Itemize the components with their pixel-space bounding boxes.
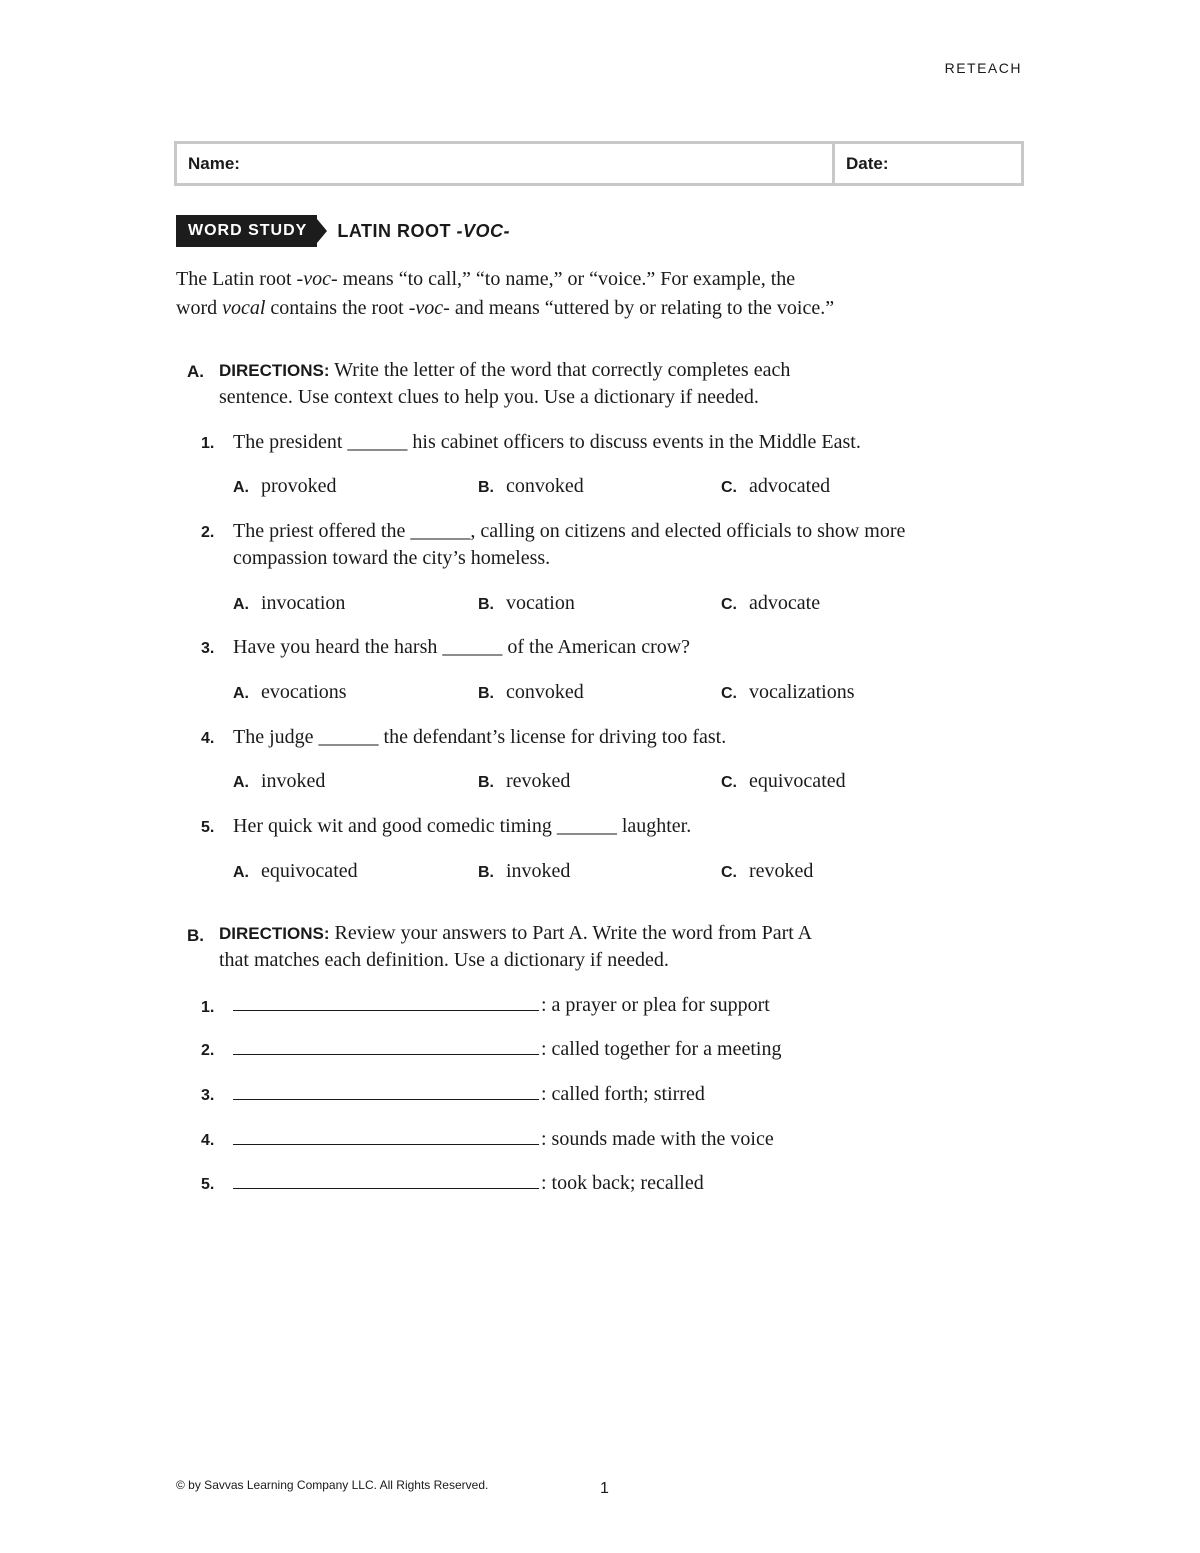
option-text: convoked bbox=[506, 475, 584, 497]
question-number: 2. bbox=[201, 524, 215, 541]
question-number: 5. bbox=[201, 819, 215, 836]
option-c[interactable] bbox=[721, 475, 830, 498]
option-a[interactable] bbox=[233, 475, 337, 498]
option-text: invoked bbox=[506, 860, 571, 882]
option-a[interactable] bbox=[233, 860, 358, 883]
copyright-notice: © by Savvas Learning Company LLC. All Rights Reserved. bbox=[176, 1478, 489, 1492]
definition-text: : a prayer or plea for support bbox=[541, 994, 770, 1016]
intro-text: word bbox=[176, 297, 223, 319]
part-b-directions-line-2: that matches each definition. Use a dictionary if needed. bbox=[219, 949, 669, 971]
intro-example-word: vocal bbox=[222, 297, 266, 319]
definition-number: 4. bbox=[201, 1132, 215, 1149]
definition-row bbox=[233, 1083, 705, 1106]
option-text: equivocated bbox=[261, 860, 358, 882]
option-letter: C. bbox=[721, 685, 737, 702]
page-number: 1 bbox=[600, 1480, 609, 1497]
question-number: 1. bbox=[201, 435, 215, 452]
intro-text: means “to call,” “to name,” or “voice.” For example, the bbox=[337, 268, 796, 290]
option-b[interactable] bbox=[478, 681, 584, 704]
option-c[interactable] bbox=[721, 860, 813, 883]
option-text: vocalizations bbox=[749, 681, 855, 703]
lesson-heading bbox=[337, 221, 510, 242]
option-a[interactable] bbox=[233, 681, 347, 704]
definition-number: 5. bbox=[201, 1176, 215, 1193]
question-number: 3. bbox=[201, 640, 215, 657]
option-letter: A. bbox=[233, 596, 249, 613]
option-b[interactable] bbox=[478, 770, 570, 793]
question-number: 4. bbox=[201, 730, 215, 747]
option-letter: B. bbox=[478, 596, 494, 613]
definition-number: 2. bbox=[201, 1042, 215, 1059]
intro-line-1 bbox=[176, 268, 795, 291]
definition-text: : called forth; stirred bbox=[541, 1083, 705, 1105]
option-text: provoked bbox=[261, 475, 337, 497]
option-c[interactable] bbox=[721, 681, 855, 704]
option-text: advocate bbox=[749, 592, 821, 614]
answer-blank[interactable] bbox=[233, 994, 539, 1011]
heading-prefix: LATIN ROOT bbox=[337, 220, 457, 241]
directions-label: DIRECTIONS: bbox=[219, 924, 330, 943]
definition-text: : took back; recalled bbox=[541, 1172, 704, 1194]
option-letter: A. bbox=[233, 479, 249, 496]
question-text: The judge ______ the defendant’s license for driving too fast. bbox=[233, 726, 727, 748]
definition-text: : called together for a meeting bbox=[541, 1038, 782, 1060]
word-study-badge: WORD STUDY bbox=[176, 215, 317, 247]
definition-number: 3. bbox=[201, 1087, 215, 1104]
question-text: The president ______ his cabinet officers to discuss events in the Middle East. bbox=[233, 431, 861, 453]
directions-text: Review your answers to Part A. Write the word from Part A bbox=[329, 922, 813, 944]
intro-line-2 bbox=[176, 297, 834, 320]
option-letter: C. bbox=[721, 596, 737, 613]
section-banner bbox=[176, 215, 510, 247]
intro-root: -voc- bbox=[408, 297, 450, 319]
option-letter: B. bbox=[478, 479, 494, 496]
reteach-label: RETEACH bbox=[944, 60, 1022, 76]
definition-row bbox=[233, 1128, 774, 1151]
option-c[interactable] bbox=[721, 592, 820, 615]
option-letter: A. bbox=[233, 774, 249, 791]
question-text: The priest offered the ______, calling on citizens and elected officials to show more bbox=[233, 520, 906, 542]
question-text: Her quick wit and good comedic timing ______ laughter. bbox=[233, 815, 692, 837]
option-letter: C. bbox=[721, 864, 737, 881]
option-text: advocated bbox=[749, 475, 831, 497]
definition-row bbox=[233, 1172, 704, 1195]
definition-number: 1. bbox=[201, 999, 215, 1016]
option-letter: C. bbox=[721, 479, 737, 496]
definition-text: : sounds made with the voice bbox=[541, 1128, 774, 1150]
option-letter: A. bbox=[233, 864, 249, 881]
badge-arrow-icon bbox=[317, 219, 327, 243]
option-a[interactable] bbox=[233, 592, 345, 615]
question-text-cont: compassion toward the city’s homeless. bbox=[233, 547, 551, 569]
definition-row bbox=[233, 994, 770, 1017]
option-letter: B. bbox=[478, 864, 494, 881]
date-field[interactable] bbox=[835, 144, 889, 183]
option-text: evocations bbox=[261, 681, 347, 703]
option-b[interactable] bbox=[478, 592, 575, 615]
intro-text: The Latin root bbox=[176, 268, 297, 290]
question-text: Have you heard the harsh ______ of the American crow? bbox=[233, 636, 691, 658]
part-a-directions-line-1 bbox=[219, 359, 790, 382]
part-b-directions-line-1 bbox=[219, 922, 812, 945]
intro-root: -voc- bbox=[296, 268, 338, 290]
option-text: vocation bbox=[506, 592, 575, 614]
option-letter: A. bbox=[233, 685, 249, 702]
name-field[interactable] bbox=[177, 144, 835, 183]
answer-blank[interactable] bbox=[233, 1083, 539, 1100]
option-b[interactable] bbox=[478, 860, 570, 883]
option-text: invocation bbox=[261, 592, 346, 614]
answer-blank[interactable] bbox=[233, 1172, 539, 1189]
option-text: revoked bbox=[749, 860, 814, 882]
name-date-box bbox=[174, 141, 1024, 186]
date-label: Date: bbox=[846, 153, 889, 173]
option-text: invoked bbox=[261, 770, 326, 792]
directions-text: Write the letter of the word that correctly completes each bbox=[329, 359, 791, 381]
option-a[interactable] bbox=[233, 770, 325, 793]
option-b[interactable] bbox=[478, 475, 584, 498]
part-a-directions-line-2: sentence. Use context clues to help you. Use a dictionary if needed. bbox=[219, 386, 759, 408]
answer-blank[interactable] bbox=[233, 1038, 539, 1055]
answer-blank[interactable] bbox=[233, 1128, 539, 1145]
option-letter: C. bbox=[721, 774, 737, 791]
name-label: Name: bbox=[188, 153, 240, 173]
directions-label: DIRECTIONS: bbox=[219, 361, 330, 380]
definition-row bbox=[233, 1038, 781, 1061]
option-text: convoked bbox=[506, 681, 584, 703]
part-a-letter: A. bbox=[187, 362, 204, 381]
option-letter: B. bbox=[478, 685, 494, 702]
option-letter: B. bbox=[478, 774, 494, 791]
option-text: equivocated bbox=[749, 770, 846, 792]
intro-text: and means “uttered by or relating to the voice.” bbox=[449, 297, 835, 319]
option-text: revoked bbox=[506, 770, 571, 792]
heading-root: -VOC- bbox=[456, 220, 510, 241]
intro-text: contains the root bbox=[265, 297, 409, 319]
option-c[interactable] bbox=[721, 770, 846, 793]
part-b-letter: B. bbox=[187, 926, 204, 945]
